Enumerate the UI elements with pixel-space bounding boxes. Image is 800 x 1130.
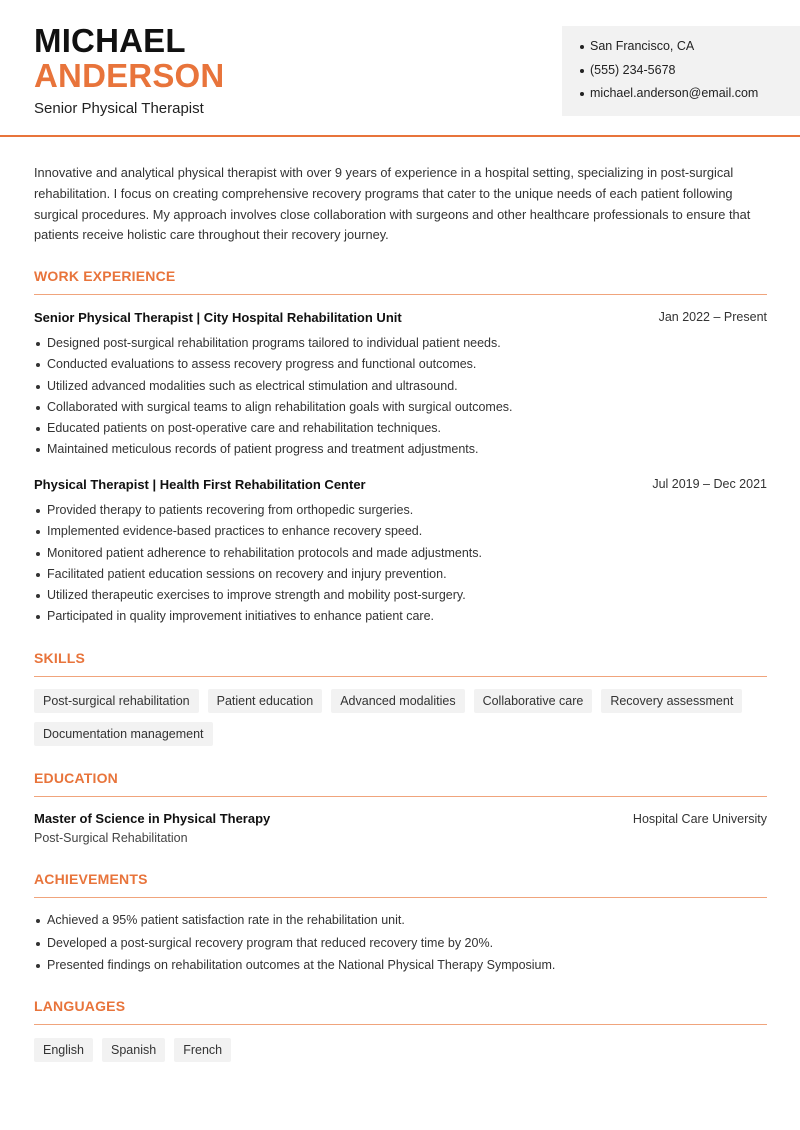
list-item: Conducted evaluations to assess recovery progress and functional outcomes.: [34, 356, 767, 377]
job-bullets: [34, 335, 767, 463]
list-item: Maintained meticulous records of patient progress and treatment adjustments.: [34, 441, 767, 462]
skill-tag: Patient education: [208, 689, 323, 713]
first-name: MICHAEL: [34, 22, 186, 59]
job-header: [34, 477, 767, 492]
list-item: Developed a post-surgical recovery program that reduced recovery time by 20%.: [34, 935, 767, 958]
section-title-achievements: ACHIEVEMENTS: [34, 871, 148, 887]
section-divider: [34, 1024, 767, 1025]
contact-list: [580, 38, 800, 109]
list-item: Presented findings on rehabilitation outcomes at the National Physical Therapy Symposium.: [34, 957, 767, 980]
section-divider: [34, 897, 767, 898]
section-title-work: WORK EXPERIENCE: [34, 268, 176, 284]
language-tag: French: [174, 1038, 231, 1062]
skills-tags: [34, 689, 774, 746]
contact-box: [562, 26, 800, 116]
section-divider: [34, 294, 767, 295]
job-role: Physical Therapist | Health First Rehabilitation Center: [34, 477, 366, 492]
list-item: Designed post-surgical rehabilitation programs tailored to individual patient needs.: [34, 335, 767, 356]
list-item: Monitored patient adherence to rehabilitation protocols and made adjustments.: [34, 545, 767, 566]
list-item: Utilized therapeutic exercises to improve strength and mobility post-surgery.: [34, 587, 767, 608]
list-item: Facilitated patient education sessions on recovery and injury prevention.: [34, 566, 767, 587]
education-school: Hospital Care University: [632, 812, 767, 826]
list-item: Implemented evidence-based practices to enhance recovery speed.: [34, 523, 767, 544]
job-title: Senior Physical Therapist: [34, 100, 204, 117]
skill-tag: Recovery assessment: [601, 689, 742, 713]
contact-email[interactable]: michael.anderson@email.com: [580, 85, 800, 109]
section-title-skills: SKILLS: [34, 650, 85, 666]
skill-tag: Documentation management: [34, 722, 213, 746]
section-title-languages: LANGUAGES: [34, 998, 126, 1014]
section-divider: [34, 676, 767, 677]
list-item: Provided therapy to patients recovering from orthopedic surgeries.: [34, 502, 767, 523]
education-field: Post-Surgical Rehabilitation: [34, 831, 188, 845]
job-date: Jan 2022 – Present: [658, 310, 767, 324]
list-item: Participated in quality improvement initiatives to enhance patient care.: [34, 608, 767, 629]
profile-summary: Innovative and analytical physical therapist with over 9 years of experience in a hospital setting, specializing in post-surgical rehabilitation. I focus on creating comprehensive recovery programs that cater to the unique needs of each patient following surgical procedures. My approach involves close collaboration with surgeons and other healthcare professionals to ensure that patients receive holistic care throughout their recovery journey.: [34, 165, 751, 243]
skill-tag: Post-surgical rehabilitation: [34, 689, 199, 713]
list-item: Achieved a 95% patient satisfaction rate in the rehabilitation unit.: [34, 912, 767, 935]
job-date: Jul 2019 – Dec 2021: [652, 477, 767, 491]
achievements-list: [34, 912, 767, 980]
language-tag: English: [34, 1038, 93, 1062]
last-name: ANDERSON: [34, 57, 225, 94]
education-degree: Master of Science in Physical Therapy: [34, 811, 271, 826]
resume-header: [0, 0, 800, 137]
language-tag: Spanish: [102, 1038, 165, 1062]
list-item: Collaborated with surgical teams to align rehabilitation goals with surgical outcomes.: [34, 399, 767, 420]
contact-location: San Francisco, CA: [580, 38, 800, 62]
candidate-name: [34, 24, 224, 92]
section-title-education: EDUCATION: [34, 770, 118, 786]
language-tags: [34, 1038, 774, 1062]
section-divider: [34, 796, 767, 797]
contact-phone: (555) 234-5678: [580, 62, 800, 86]
job-role: Senior Physical Therapist | City Hospital Rehabilitation Unit: [34, 310, 402, 325]
job-bullets: [34, 502, 767, 630]
job-header: [34, 310, 767, 325]
skill-tag: Collaborative care: [474, 689, 593, 713]
list-item: Educated patients on post-operative care and rehabilitation techniques.: [34, 420, 767, 441]
list-item: Utilized advanced modalities such as electrical stimulation and ultrasound.: [34, 378, 767, 399]
skill-tag: Advanced modalities: [331, 689, 464, 713]
